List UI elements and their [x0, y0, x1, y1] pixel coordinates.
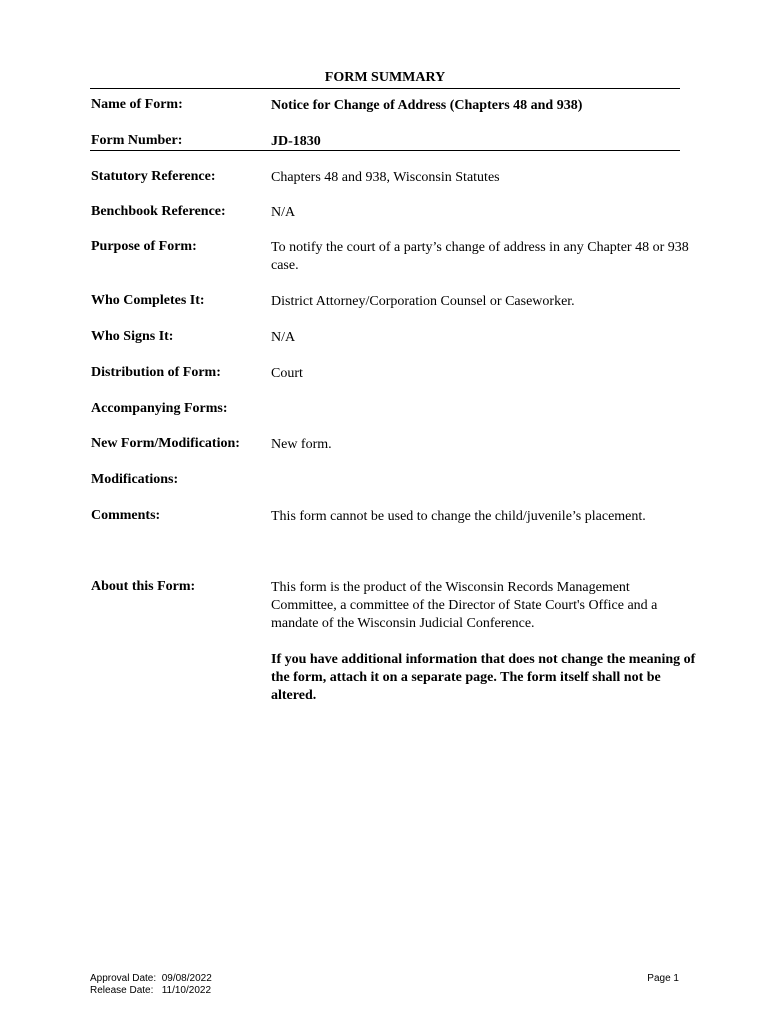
new-form-modification-label: New Form/Modification:	[91, 436, 240, 451]
distribution-of-form-value: Court	[271, 366, 303, 381]
name-of-form-label: Name of Form:	[91, 97, 183, 112]
comments-label: Comments:	[91, 508, 161, 523]
footer-dates	[90, 973, 212, 997]
about-this-form-label: About this Form:	[91, 579, 196, 594]
page-number: Page 1	[647, 973, 679, 984]
form-number-value: JD-1830	[271, 134, 321, 149]
purpose-of-form-label: Purpose of Form:	[91, 239, 197, 254]
who-signs-it-label: Who Signs It:	[91, 329, 174, 344]
about-this-form-value: This form is the product of the Wisconsin Records Management Committee, a committee of the Director of State Court's Office and a mandate of the Wisconsin Judicial Conference.	[271, 580, 658, 631]
statutory-reference-value: Chapters 48 and 938, Wisconsin Statutes	[271, 170, 500, 185]
accompanying-forms-label: Accompanying Forms:	[91, 401, 228, 416]
benchbook-reference-value: N/A	[271, 205, 296, 220]
name-of-form-value: Notice for Change of Address (Chapters 48 and 938)	[271, 98, 583, 113]
release-date: Release Date: 11/10/2022	[90, 985, 212, 996]
benchbook-reference-label: Benchbook Reference:	[91, 204, 226, 219]
statutory-reference-label: Statutory Reference:	[91, 169, 216, 184]
purpose-of-form-value: To notify the court of a party’s change of address in any Chapter 48 or 938 case.	[271, 240, 689, 273]
who-signs-it-value: N/A	[271, 330, 296, 345]
who-completes-it-label: Who Completes It:	[91, 293, 205, 308]
who-completes-it-value: District Attorney/Corporation Counsel or Caseworker.	[271, 294, 575, 309]
form-number-label: Form Number:	[91, 133, 183, 148]
top-divider	[90, 88, 680, 89]
modifications-label: Modifications:	[91, 472, 179, 487]
approval-date: Approval Date: 09/08/2022	[90, 973, 212, 984]
distribution-of-form-label: Distribution of Form:	[91, 365, 221, 380]
form-number-divider	[90, 150, 680, 151]
about-this-form-notice: If you have additional information that does not change the meaning of the form, attach it on a separate page. The form itself shall not be altered.	[271, 652, 696, 703]
form-summary-title: FORM SUMMARY	[324, 70, 446, 85]
new-form-modification-value: New form.	[271, 437, 332, 452]
comments-value: This form cannot be used to change the child/juvenile’s placement.	[271, 509, 646, 524]
